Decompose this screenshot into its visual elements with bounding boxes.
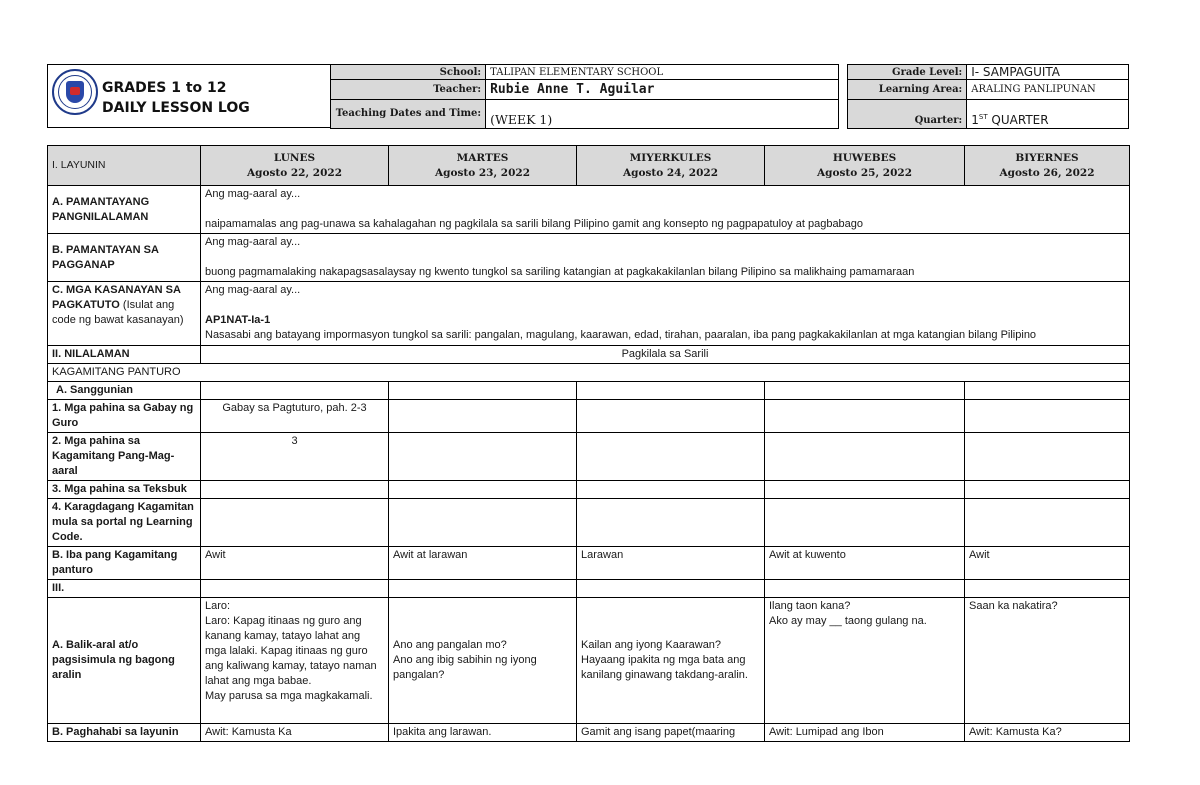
- days-header-row: [48, 146, 1130, 186]
- kasanayan-sa-pagkatuto-label: C. MGA KASANAYAN SA PAGKATUTO (Isulat ang code ng bawat kasanayan): [48, 282, 201, 346]
- karagdagang-kagamitan-label: 4. Karagdagang Kagamitan mula sa portal ng Learning Code.: [48, 499, 201, 547]
- kagamitang-pang-mag-aaral-lunes: 3: [201, 433, 389, 481]
- kasanayan-sa-pagkatuto-cell: Ang mag-aaral ay... AP1NAT-Ia-1 Nasasabi ang batayang impormasyon tungkol sa sarili: pangalan, magulang, kaarawan, edad, tirahan, paaralan, iba pang pagkakakilanlan at mga katangian bilang Pilipino: [201, 282, 1130, 346]
- table-row: [48, 234, 1130, 282]
- balik-aral-biyernes: Saan ka nakatira?: [965, 598, 1130, 724]
- day-header-miyerkules: MIYERKULES Agosto 24, 2022: [577, 146, 765, 186]
- pamantayan-sa-pagganap-label: B. PAMANTAYAN SA PAGGANAP: [48, 234, 201, 282]
- competency-code: AP1NAT-Ia-1: [205, 314, 271, 326]
- teaching-dates-value: (WEEK 1): [486, 100, 838, 129]
- table-row: [48, 382, 1130, 400]
- iba-pang-kagamitan-lunes: Awit: [201, 547, 389, 580]
- nilalaman-value: Pagkilala sa Sarili: [201, 346, 1130, 364]
- title-block: [47, 64, 331, 128]
- pamamaraan-label: III.: [48, 580, 201, 598]
- table-row: [48, 346, 1130, 364]
- lesson-log-header: [47, 64, 1129, 130]
- layunin-header: I. LAYUNIN: [48, 146, 201, 186]
- teacher-label: Teacher:: [331, 80, 486, 100]
- quarter-label: Quarter:: [847, 100, 967, 129]
- paghahabi-martes: Ipakita ang larawan.: [389, 724, 577, 742]
- kagamitang-panturo-label: KAGAMITANG PANTURO: [48, 364, 1130, 382]
- table-row: [48, 364, 1130, 382]
- balik-aral-miyerkules: Kailan ang iyong Kaarawan? Hayaang ipakita ng mga bata ang kanilang ginawang takdang-aralin.: [577, 598, 765, 724]
- grade-level-label: Grade Level:: [847, 65, 967, 80]
- gabay-ng-guro-label: 1. Mga pahina sa Gabay ng Guro: [48, 400, 201, 433]
- day-header-martes: MARTES Agosto 23, 2022: [389, 146, 577, 186]
- table-row: [48, 433, 1130, 481]
- gabay-ng-guro-lunes: Gabay sa Pagtuturo, pah. 2-3: [201, 400, 389, 433]
- paghahabi-biyernes: Awit: Kamusta Ka?: [965, 724, 1130, 742]
- learning-area-value: ARALING PANLIPUNAN: [967, 80, 1129, 100]
- learning-area-label: Learning Area:: [847, 80, 967, 100]
- teaching-dates-label: Teaching Dates and Time:: [331, 100, 486, 129]
- balik-aral-lunes: Laro: Laro: Kapag itinaas ng guro ang kanang kamay, tatayo lahat ang mga lalaki. Kapag itinaas ng guro ang kaliwang kamay, tatayo naman lahat ang mga babae. May parusa sa mga magkakamali.: [201, 598, 389, 724]
- iba-pang-kagamitan-miyerkules: Larawan: [577, 547, 765, 580]
- table-row: [48, 499, 1130, 547]
- table-row: [48, 580, 1130, 598]
- teksbuk-label: 3. Mga pahina sa Teksbuk: [48, 481, 201, 499]
- table-row: [48, 598, 1130, 724]
- paghahabi-miyerkules: Gamit ang isang papet(maaring: [577, 724, 765, 742]
- iba-pang-kagamitan-martes: Awit at larawan: [389, 547, 577, 580]
- nilalaman-label: II. NILALAMAN: [48, 346, 201, 364]
- pamantayang-pangnilalaman-label: A. PAMANTAYANG PANGNILALAMAN: [48, 186, 201, 234]
- pamantayang-pangnilalaman-cell: Ang mag-aaral ay... naipamamalas ang pag-unawa sa kahalagahan ng pagkilala sa sarili bilang Pilipino gamit ang konsepto ng pagpapatuloy at pagbabago: [201, 186, 1130, 234]
- grade-level-value: I- SAMPAGUITA: [967, 65, 1129, 80]
- title-daily-lesson-log: DAILY LESSON LOG: [102, 100, 250, 116]
- teacher-value: Rubie Anne T. Aguilar: [486, 80, 838, 100]
- kagamitang-pang-mag-aaral-label: 2. Mga pahina sa Kagamitang Pang-Mag-aaral: [48, 433, 201, 481]
- day-header-lunes: LUNES Agosto 22, 2022: [201, 146, 389, 186]
- table-row: [48, 481, 1130, 499]
- iba-pang-kagamitan-label: B. Iba pang Kagamitang panturo: [48, 547, 201, 580]
- sanggunian-label: A. Sanggunian: [48, 382, 201, 400]
- paghahabi-label: B. Paghahabi sa layunin: [48, 724, 201, 742]
- deped-seal-icon: [52, 69, 98, 115]
- iba-pang-kagamitan-huwebes: Awit at kuwento: [765, 547, 965, 580]
- day-header-huwebes: HUWEBES Agosto 25, 2022: [765, 146, 965, 186]
- school-value: TALIPAN ELEMENTARY SCHOOL: [486, 65, 838, 80]
- balik-aral-martes: Ano ang pangalan mo? Ano ang ibig sabihin ng iyong pangalan?: [389, 598, 577, 724]
- table-row: [48, 724, 1130, 742]
- balik-aral-label: A. Balik-aral at/o pagsisimula ng bagong aralin: [48, 598, 201, 724]
- pamantayan-sa-pagganap-cell: Ang mag-aaral ay... buong pagmamalaking nakapagsasalaysay ng kwento tungkol sa sariling katangian at pagkakakilanlan bilang Pilipino sa malikhaing pamamaraan: [201, 234, 1130, 282]
- day-header-biyernes: BIYERNES Agosto 26, 2022: [965, 146, 1130, 186]
- title-grades: GRADES 1 to 12: [102, 80, 227, 96]
- table-row: [48, 400, 1130, 433]
- iba-pang-kagamitan-biyernes: Awit: [965, 547, 1130, 580]
- paghahabi-lunes: Awit: Kamusta Ka: [201, 724, 389, 742]
- table-row: [48, 547, 1130, 580]
- quarter-value: 1ST QUARTER: [967, 100, 1129, 129]
- header-info-table: [330, 64, 1129, 129]
- balik-aral-huwebes: Ilang taon kana? Ako ay may __ taong gulang na.: [765, 598, 965, 724]
- school-label: School:: [331, 65, 486, 80]
- paghahabi-huwebes: Awit: Lumipad ang Ibon: [765, 724, 965, 742]
- lesson-log-table: [47, 145, 1130, 742]
- table-row: [48, 186, 1130, 234]
- table-row: [48, 282, 1130, 346]
